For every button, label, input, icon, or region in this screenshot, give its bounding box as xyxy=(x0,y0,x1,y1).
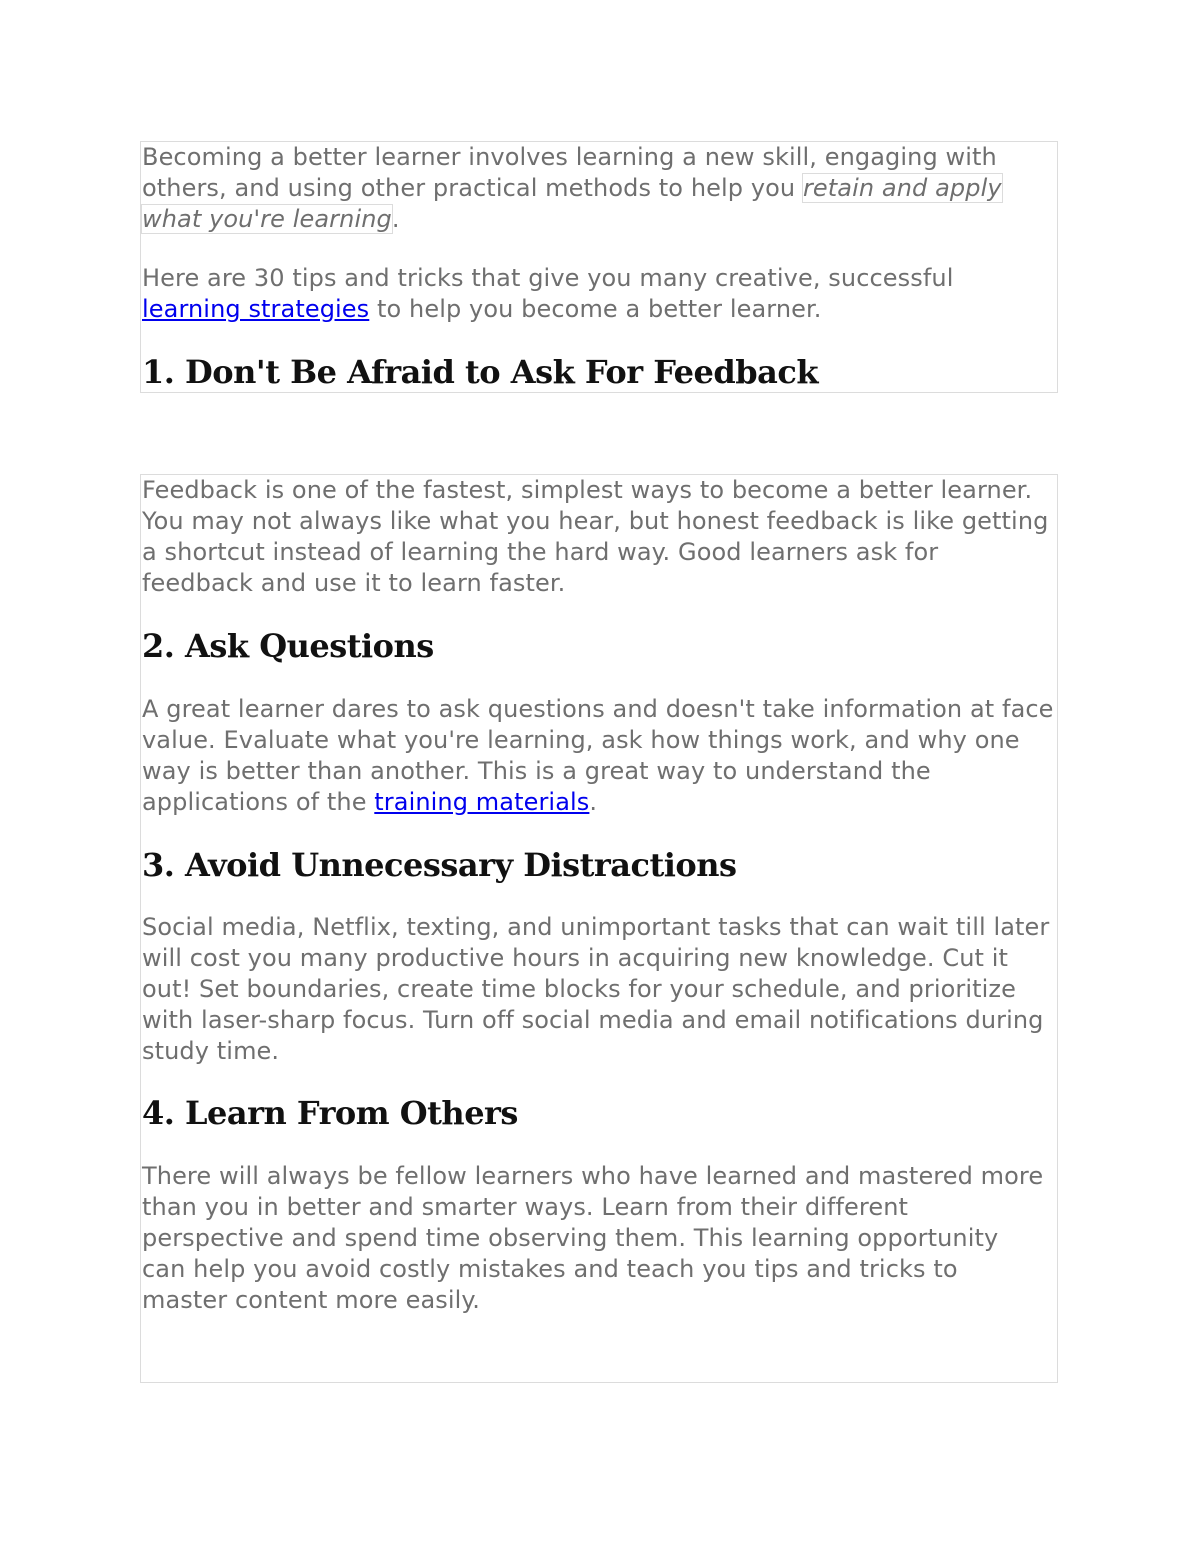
intro-paragraph-1-text: Becoming a better learner involves learning a new skill, engaging with others, and using other practical methods to help you xyxy=(142,143,997,202)
intro-paragraph-2-end: to help you become a better learner. xyxy=(369,295,822,323)
section-heading-1: 1. Don't Be Afraid to Ask For Feedback xyxy=(142,353,819,391)
content-frame xyxy=(140,474,1058,1383)
intro-paragraph-2 xyxy=(142,263,1022,325)
section-4-body: There will always be fellow learners who have learned and mastered more than you in better and smarter ways. Learn from their different perspective and spend time observing them. This learning opportunity can help you avoid costly mistakes and teach you tips and tricks to master content more easily. xyxy=(142,1162,1044,1314)
intro-frame xyxy=(140,141,1058,393)
training-materials-link[interactable]: training materials xyxy=(374,788,590,816)
section-1-body: Feedback is one of the fastest, simplest ways to become a better learner. You may not always like what you hear, but honest feedback is like getting a shortcut instead of learning the hard way. Good learners ask for feedback and use it to learn faster. xyxy=(142,476,1049,597)
section-2-body xyxy=(142,694,1060,818)
intro-paragraph-2-text: Here are 30 tips and tricks that give you many creative, successful xyxy=(142,264,954,292)
section-2-body-end: . xyxy=(589,788,598,816)
section-heading-2: 2. Ask Questions xyxy=(142,627,434,665)
intro-paragraph-1 xyxy=(142,142,1060,235)
section-3-body: Social media, Netflix, texting, and unimportant tasks that can wait till later will cost you many productive hours in acquiring new knowledge. Cut it out! Set boundaries, create time blocks for your schedule, and prioritize with laser-sharp focus. Turn off social media and email notifications during study time. xyxy=(142,913,1050,1065)
intro-italic-phrase: retain and apply what you're learning xyxy=(142,174,1002,233)
intro-paragraph-1-end: . xyxy=(391,205,400,233)
section-2-body-text: A great learner dares to ask questions and doesn't take information at face value. Evaluate what you're learning, ask how things work, and why one way is better than another. This is a great way to understand the applications of the xyxy=(142,695,1054,816)
section-heading-4: 4. Learn From Others xyxy=(142,1094,518,1132)
learning-strategies-link[interactable]: learning strategies xyxy=(142,295,370,323)
section-heading-3: 3. Avoid Unnecessary Distractions xyxy=(142,846,737,884)
